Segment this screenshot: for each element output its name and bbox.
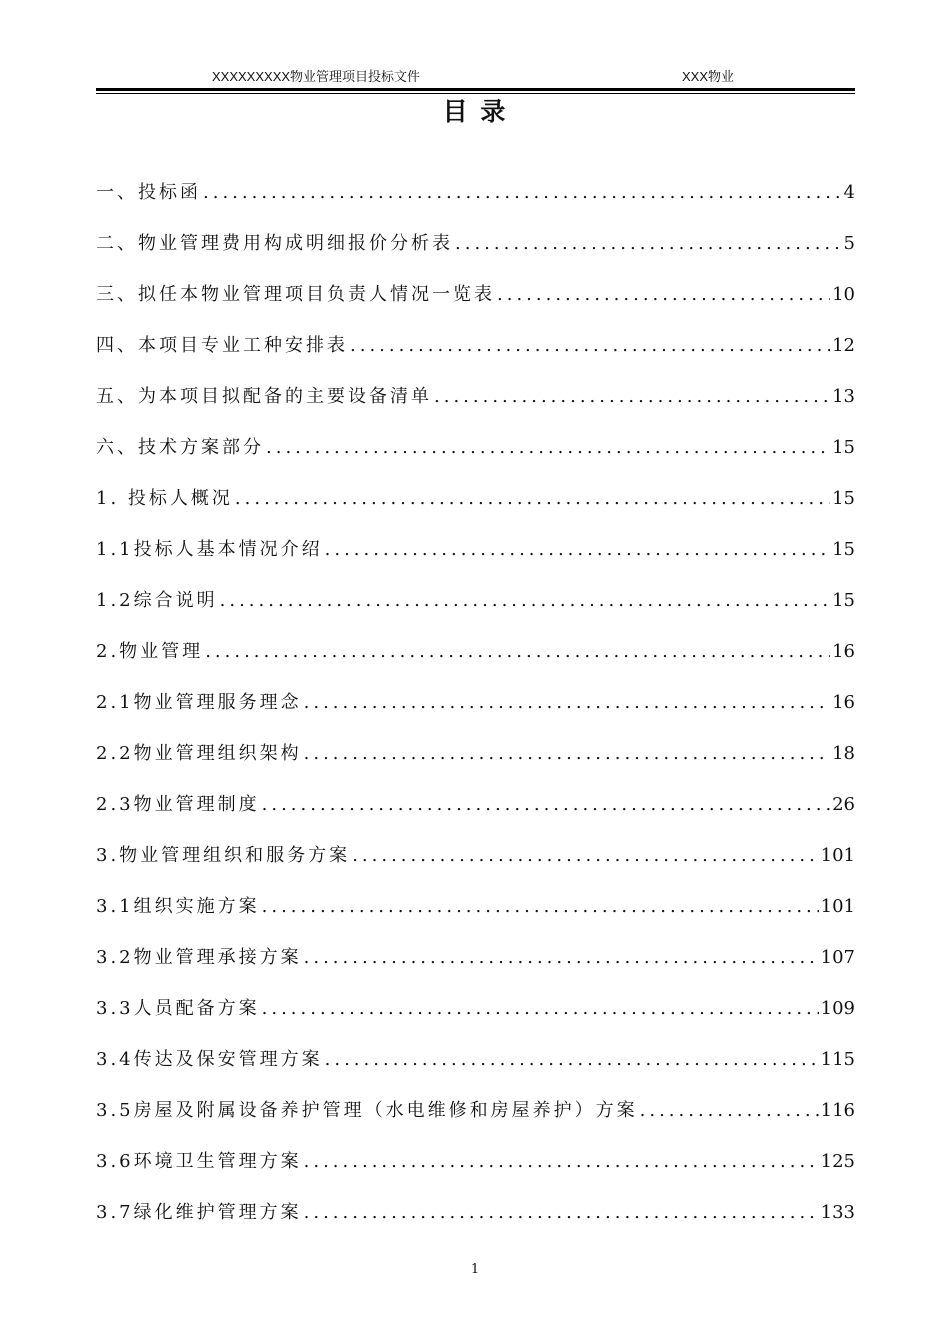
toc-entry-label: 一、投标函 xyxy=(96,182,201,203)
toc-entry-label: 三、拟任本物业管理项目负责人情况一览表 xyxy=(96,284,495,305)
toc-entry[interactable] xyxy=(96,892,855,943)
toc-entry-page: 15 xyxy=(832,539,855,560)
toc-dot-leader xyxy=(325,539,830,560)
toc-entry[interactable] xyxy=(96,1198,855,1249)
toc-dot-leader xyxy=(304,692,830,713)
header-document-title: XXXXXXXXX物业管理项目投标文件 xyxy=(212,69,421,84)
toc-dot-leader xyxy=(262,998,819,1019)
toc-entry-label: 2.物业管理 xyxy=(96,641,204,662)
toc-dot-leader xyxy=(203,182,842,203)
toc-entry-page: 109 xyxy=(820,998,855,1019)
toc-entry-label: 二、物业管理费用构成明细报价分析表 xyxy=(96,233,453,254)
toc-dot-leader xyxy=(262,794,830,815)
toc-entry-label: 2.2物业管理组织架构 xyxy=(96,743,302,764)
toc-entry-page: 125 xyxy=(820,1151,855,1172)
toc-entry[interactable] xyxy=(96,790,855,841)
toc-entry-label: 2.1物业管理服务理念 xyxy=(96,692,302,713)
toc-entry-page: 116 xyxy=(820,1100,855,1121)
toc-entry-label: 3.7绿化维护管理方案 xyxy=(96,1202,302,1223)
toc-entry[interactable] xyxy=(96,280,855,331)
toc-dot-leader xyxy=(434,386,830,407)
toc-dot-leader xyxy=(640,1100,819,1121)
toc-entry[interactable] xyxy=(96,1147,855,1198)
toc-entry-label: 五、为本项目拟配备的主要设备清单 xyxy=(96,386,432,407)
toc-entry[interactable] xyxy=(96,739,855,790)
toc-dot-leader xyxy=(350,335,830,356)
toc-entry-page: 10 xyxy=(832,284,855,305)
page-header xyxy=(96,66,855,86)
toc-entry-label: 四、本项目专业工种安排表 xyxy=(96,335,348,356)
toc-entry[interactable] xyxy=(96,943,855,994)
toc-dot-leader xyxy=(304,1151,819,1172)
toc-dot-leader xyxy=(304,1202,819,1223)
toc-entry-label: 3.2物业管理承接方案 xyxy=(96,947,302,968)
toc-entry-page: 107 xyxy=(820,947,855,968)
toc-entry-page: 15 xyxy=(832,590,855,611)
toc-entry-label: 3.1组织实施方案 xyxy=(96,896,260,917)
toc-entry-label: 3.6环境卫生管理方案 xyxy=(96,1151,302,1172)
toc-dot-leader xyxy=(352,845,818,866)
toc-entry-page: 16 xyxy=(832,692,855,713)
toc-entry-page: 15 xyxy=(832,437,855,458)
toc-entry[interactable] xyxy=(96,841,855,892)
toc-dot-leader xyxy=(304,947,819,968)
toc-entry[interactable] xyxy=(96,484,855,535)
toc-entry-page: 26 xyxy=(832,794,855,815)
toc-entry[interactable] xyxy=(96,994,855,1045)
toc-entry-label: 1. 投标人概况 xyxy=(96,488,233,509)
toc-dot-leader xyxy=(235,488,830,509)
toc-dot-leader xyxy=(325,1049,819,1070)
toc-entry[interactable] xyxy=(96,688,855,739)
toc-entry-page: 15 xyxy=(832,488,855,509)
toc-entry-page: 101 xyxy=(820,896,855,917)
toc-entry-page: 5 xyxy=(843,233,855,254)
toc-entry-page: 133 xyxy=(820,1202,855,1223)
toc-entry-page: 13 xyxy=(832,386,855,407)
toc-entry[interactable] xyxy=(96,178,855,229)
toc-entry[interactable] xyxy=(96,535,855,586)
toc-dot-leader xyxy=(304,743,830,764)
toc-entry-label: 3.4传达及保安管理方案 xyxy=(96,1049,323,1070)
toc-entry-page: 16 xyxy=(832,641,855,662)
toc-entry[interactable] xyxy=(96,1045,855,1096)
toc-entry-label: 1.2综合说明 xyxy=(96,590,218,611)
toc-dot-leader xyxy=(455,233,842,254)
toc-dot-leader xyxy=(497,284,830,305)
toc-entry-label: 3.5房屋及附属设备养护管理（水电维修和房屋养护）方案 xyxy=(96,1100,638,1121)
toc-dot-leader xyxy=(205,641,830,662)
toc-entry-label: 3.物业管理组织和服务方案 xyxy=(96,845,351,866)
toc-entry-label: 1.1投标人基本情况介绍 xyxy=(96,539,323,560)
toc-entry-label: 3.3人员配备方案 xyxy=(96,998,260,1019)
table-of-contents xyxy=(96,178,855,1249)
toc-entry[interactable] xyxy=(96,1096,855,1147)
toc-entry-page: 115 xyxy=(820,1049,855,1070)
toc-entry-page: 18 xyxy=(832,743,855,764)
toc-entry-page: 12 xyxy=(832,335,855,356)
toc-entry-label: 六、技术方案部分 xyxy=(96,437,264,458)
toc-title: 目 录 xyxy=(442,97,508,126)
header-rule-thick xyxy=(96,88,855,91)
toc-entry[interactable] xyxy=(96,229,855,280)
toc-entry[interactable] xyxy=(96,637,855,688)
toc-dot-leader xyxy=(262,896,819,917)
toc-entry-page: 101 xyxy=(820,845,855,866)
toc-dot-leader xyxy=(220,590,830,611)
toc-entry[interactable] xyxy=(96,382,855,433)
page-number: 1 xyxy=(470,1262,480,1277)
toc-entry[interactable] xyxy=(96,433,855,484)
toc-entry[interactable] xyxy=(96,586,855,637)
toc-entry[interactable] xyxy=(96,331,855,382)
toc-entry-label: 2.3物业管理制度 xyxy=(96,794,260,815)
toc-entry-page: 4 xyxy=(843,182,855,203)
toc-dot-leader xyxy=(266,437,830,458)
header-company-name: XXX物业 xyxy=(682,69,735,84)
